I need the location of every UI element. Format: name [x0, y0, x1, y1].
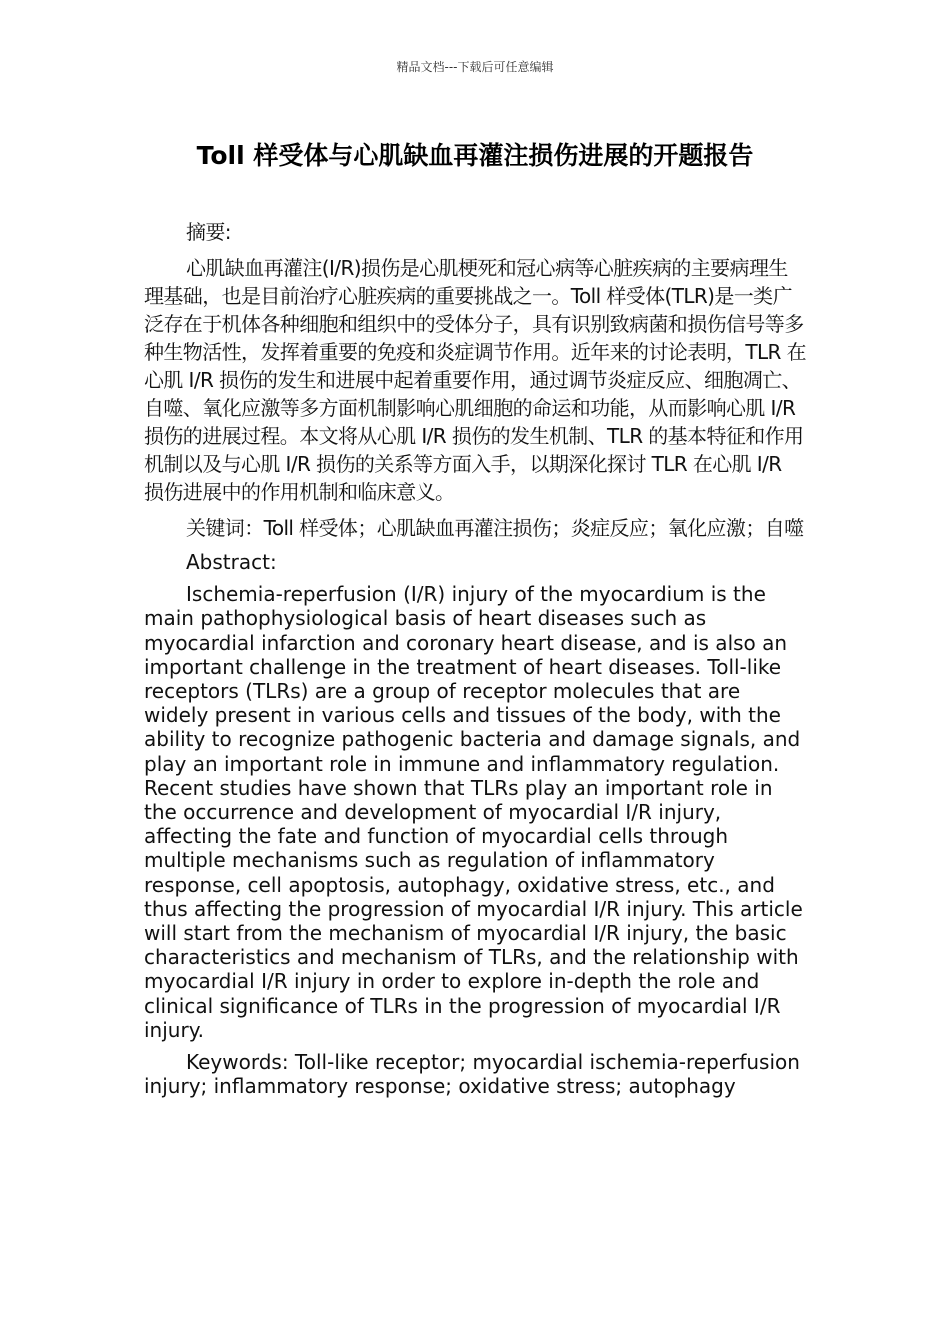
document-body [144, 218, 806, 1106]
abstract-zh-body: 心肌缺血再灌注(I/R)损伤是心肌梗死和冠心病等心脏疾病的主要病理生理基础，也是目前治疗心脏疾病的重要挑战之一。Toll 样受体(TLR)是一类广泛存在于机体各种细胞和组织中的受体分子，具有识别致病菌和损伤信号等多种生物活性，发挥着重要的免疫和炎症调节作用。近年来的讨论表明，TLR 在心肌 I/R 损伤的发生和进展中起着重要作用，通过调节炎症反应、细胞凋亡、自噬、氧化应激等多方面机制影响心肌细胞的命运和功能，从而影响心肌 I/R 损伤的进展过程。本文将从心肌 I/R 损伤的发生机制、TLR 的基本特征和作用机制以及与心肌 I/R 损伤的关系等方面入手，以期深化探讨 TLR 在心肌 I/R 损伤进展中的作用机制和临床意义。 [144, 256, 807, 504]
keywords-zh: 关键词：Toll 样受体；心肌缺血再灌注损伤；炎症反应；氧化应激；自噬 [186, 516, 804, 540]
abstract-zh-heading: 摘要: [186, 220, 231, 244]
abstract-en-heading: Abstract: [186, 550, 277, 574]
header-note: 精品文档---下载后可任意编辑 [396, 60, 554, 74]
document-title: Toll 样受体与心肌缺血再灌注损伤进展的开题报告 [196, 141, 754, 170]
abstract-en-body: Ischemia-reperfusion (I/R) injury of the myocardium is the main pathophysiological basis of heart diseases such as myocardial infarction and coronary heart disease, and is also an important challenge in the treatment of heart diseases. Toll-like receptors (TLRs) are a group of receptor molecules that are widely present in various cells and tissues of the body, with the ability to recognize pathogenic bacteria and damage signals, and play an important role in immune and inflammatory regulation. Recent studies have shown that TLRs play an important role in the occurrence and development of myocardial I/R injury, affecting the fate and function of myocardial cells through multiple mechanisms such as regulation of inflammatory response, cell apoptosis, autophagy, oxidative stress, etc., and thus affecting the progression of myocardial I/R injury. This article will start from the mechanism of myocardial I/R injury, the basic characteristics and mechanism of TLRs, and the relationship with myocardial I/R injury in order to explore in-depth the role and clinical significance of TLRs in the progression of myocardial I/R injury. [144, 582, 803, 1042]
keywords-en: Keywords: Toll-like receptor; myocardial ischemia-reperfusion injury; inflammatory response; oxidative stress; autophagy [144, 1050, 800, 1099]
